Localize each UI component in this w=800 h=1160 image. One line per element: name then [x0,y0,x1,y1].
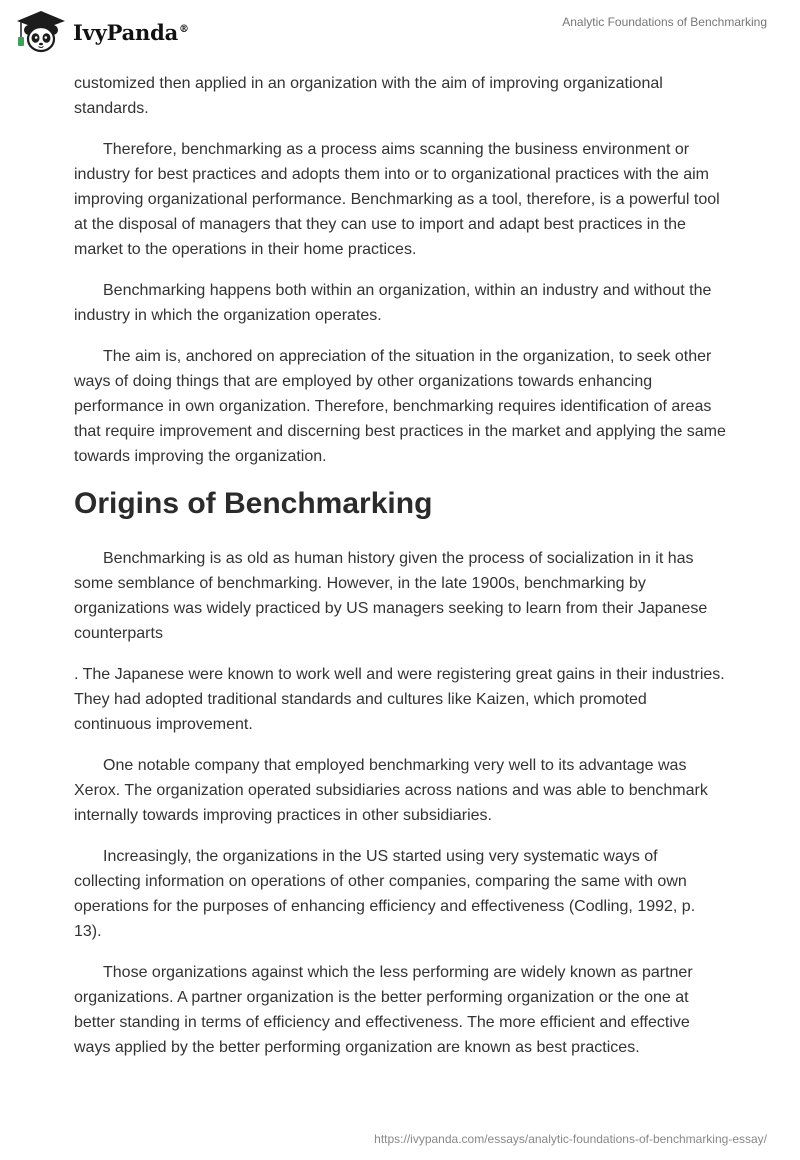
paragraph: Benchmarking is as old as human history given the process of socialization in it has some semblance of benchmarking. However, in the late 1900s, benchmarking by organizations was widely practiced by US managers seeking to learn from their Japanese counterparts [74,550,708,642]
paragraph: Benchmarking happens both within an organization, within an industry and without the industry in which the organization operates. [74,282,712,324]
paragraph: Increasingly, the organizations in the US started using very systematic ways of collecting information on operations of other companies, comparing the same with own operations for the purposes of enhancing efficiency and effectiveness (Codling, 1992, p. 13). [74,848,696,940]
source-url[interactable]: https://ivypanda.com/essays/analytic-foundations-of-benchmarking-essay/ [374,1132,767,1146]
paragraph: Therefore, benchmarking as a process aims scanning the business environment or industry for best practices and adopts them into or to organizational practices with the aim improving organizational performance. Benchmarking as a tool, therefore, is a powerful tool at the disposal of managers that they can use to import and adapt best practices in the market to the operations in their home practices. [74,141,720,258]
paragraph: customized then applied in an organization with the aim of improving organizational standards. [74,75,663,117]
essay-body [74,71,726,1076]
brand-logo[interactable] [13,8,189,54]
page-header [0,0,800,64]
registered-mark: ® [179,24,189,35]
paragraph: . The Japanese were known to work well and were registering great gains in their industries. They had adopted traditional standards and cultures like Kaizen, which promoted continuous improvement. [74,666,725,733]
paragraph: Those organizations against which the less performing are widely known as partner organizations. A partner organization is the better performing organization or the one at better standing in terms of efficiency and effectiveness. The more efficient and effective ways applied by the better performing organization are known as best practices. [74,964,693,1056]
paragraph: One notable company that employed benchmarking very well to its advantage was Xerox. The organization operated subsidiaries across nations and was able to benchmark internally towards improving practices in other subsidiaries. [74,757,708,824]
section-heading: Origins of Benchmarking [74,487,433,520]
paragraph: The aim is, anchored on appreciation of the situation in the organization, to seek other ways of doing things that are employed by other organizations towards enhancing performance in own organization. Therefore, benchmarking requires identification of areas that require improvement and discerning best practices in the market and applying the same towards improving the organization. [74,348,726,465]
brand-name: IvyPanda® [73,20,189,45]
panda-graduate-icon [13,8,69,54]
document-title: Analytic Foundations of Benchmarking [562,15,767,29]
